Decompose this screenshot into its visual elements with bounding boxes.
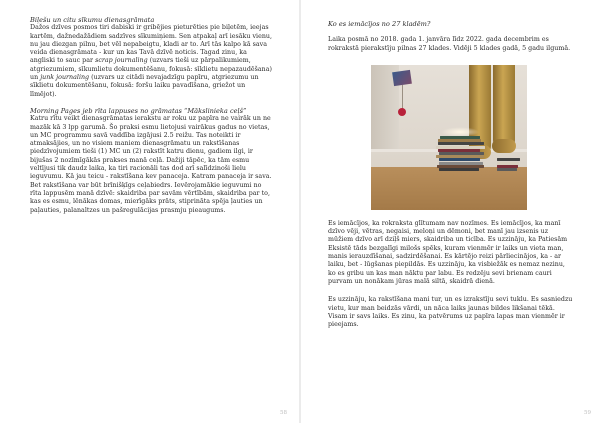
closing-paragraph: Es uzzināju, ka rakstīšana mani tur, un es izrakstīju sevi tuklu. Es sasniedzu vietu, kur man beidzās vārdi, un nāca laiks jaunas bildes likšanai tēkā. Visam ir savs laiks. Es zinu, ka patvērums uz papīra lapas man vienmēr ir pieejams. <box>328 296 573 329</box>
section-heading-morning-pages: Morning Pages jeb rīta lappuses no grāmatas “Mākslinieka ceļš” <box>30 106 247 115</box>
notebook <box>437 165 484 168</box>
scrap-journal-text-a: Dažos dzīves posmos tiri dabiski ir gribējies pieturēties pie biļetēm, ieejas kartēm, dažnedažādiem sadzīves sīkumiņiem. Sen atpakaļ arī iesāku vienu, nu jau diezgan pilnu, bet vēl nepabeigtu, kladi ar to. Arī tās kalpo kā sava veida dienasgrāmata - kur un kas Tavā dzīvē noticis. Tagad zinu, ka angliski to sauc par <box>30 24 273 65</box>
notebook <box>497 162 519 165</box>
notebook <box>438 149 480 152</box>
notebook <box>439 152 484 155</box>
notebook-stack-photo <box>371 65 527 210</box>
notebook <box>436 146 485 149</box>
right-text-column <box>328 20 574 329</box>
scrap-journal-text-c: (uzvars uz citādi nevajadzīgu papīru, atgriezumu un sīklietu dokumentēšanu, fokusā: foršu laiku pavadīšana, griežot un līmējot). <box>30 74 259 98</box>
notebook <box>439 162 483 165</box>
postcard <box>392 70 412 86</box>
notebook <box>497 158 520 161</box>
morning-pages-paragraph: Katru rītu veikt dienasgrāmatas ierakstu ar roku uz papīra ne vairāk un ne mazāk kā 3 lpp garumā. Šo praksi esmu lietojusi vairākus gadus no vietas, un MC programmu savā vaddība izgājusi 2.5 reižu. Tas noteikti ir atmaksājies, un no visiem maniem dienasgrāmatu un rakstīšanas piedzīvojumiem tieši (1) MC un (2) rakstīt katru dienu, gadiem ilgi, ir bijušas 2 nozīmīgākās prakses manā ceļā. Dažiji tāpēc, ka tām esmu veltījusi tik daudz laika, ka tiri racionāli tas dod arī salīdzinoši lielu ieguvumu. Kā jau teicu - rakstīšana kev panaceja. Katram panaceja ir sava. Bet rakstīšana var būt brīnišķīgs ceļabiedrs. Ievērojamākie ieguvumi no rīta lappusēm manā dzīvē: skaidriba par savām vērtībām, skaidriba par to, kas es esmu, lēnākas domas, mierīgāks prāts, stiprināta spēja ļauties un paļauties, palanaltzes un pašregulācijas prasmju pieaugums. <box>30 115 272 214</box>
section-heading-scrap-journal: Biļešu un citu sīkumu dienasgrāmata <box>30 16 155 24</box>
notebook <box>497 165 518 168</box>
scrap-journal-paragraph <box>30 24 272 99</box>
scrap-journaling-term: scrap journaling <box>95 57 148 65</box>
right-page <box>301 0 600 423</box>
wooden-table <box>371 167 527 210</box>
notebook-stack <box>435 135 485 171</box>
notebooks-intro-paragraph: Laika posmā no 2018. gada 1. janvāra līdz 2022. gada decembrim es rokrakstā pierakstīju pilnas 27 klades. Vidēji 5 klades gadā, 5 gadu ilgumā. <box>328 36 571 52</box>
notebook <box>436 155 484 158</box>
junk-journaling-term: junk journaling <box>40 74 90 82</box>
lessons-paragraph: Es iemācījos, ka rokraksta glītumam nav nozīmes. Es iemācījos, ka manī dzīvo vēji, vētras, negaisi, meloņi un dēmoni, bet manī jau izsenis uz mūžiem dzīvo arī dziļš miers, skaidriba un ticība. Es uzzināju, ka Patiesām Eksistē tāds bezgalīgi milošs spēks, kuram vienmēr ir laiks un vieta man, manis ierauzdīšanai, sadzirdēšanai. Es kārtējo reizi pārliecinājos, ka - ar laiku, bet - lūgšanas piepildās. Es uzzināju, ka visbiežāk es nemaz nezinu, ko es gribu un kas man nāktu par labu. Es redzēju sevi brienam cauri purvam un nonākam jūras malā siltā, skaidrā dienā. <box>328 219 568 285</box>
red-ornament <box>398 108 406 116</box>
page-number-right: 59 <box>584 410 591 416</box>
left-text-column <box>30 16 272 215</box>
small-notebook-stack <box>497 157 523 171</box>
page-number-left: 58 <box>280 410 287 416</box>
left-page <box>0 0 299 423</box>
notebook <box>438 142 484 145</box>
section-heading-27-notebooks: Ko es iemācījos no 27 kladēm? <box>328 20 431 28</box>
notebook <box>439 168 479 171</box>
scrap-journal-text-b: (uzvars tieši uz pārpalikumiem, atgriezumiem, sīkumlietu dokumentēšanu, fokusā: sīklietu nepazaudēšana) un <box>30 57 272 82</box>
notebook <box>497 168 517 171</box>
notebook <box>439 158 480 161</box>
notebook <box>440 136 480 139</box>
notebook <box>438 139 481 142</box>
